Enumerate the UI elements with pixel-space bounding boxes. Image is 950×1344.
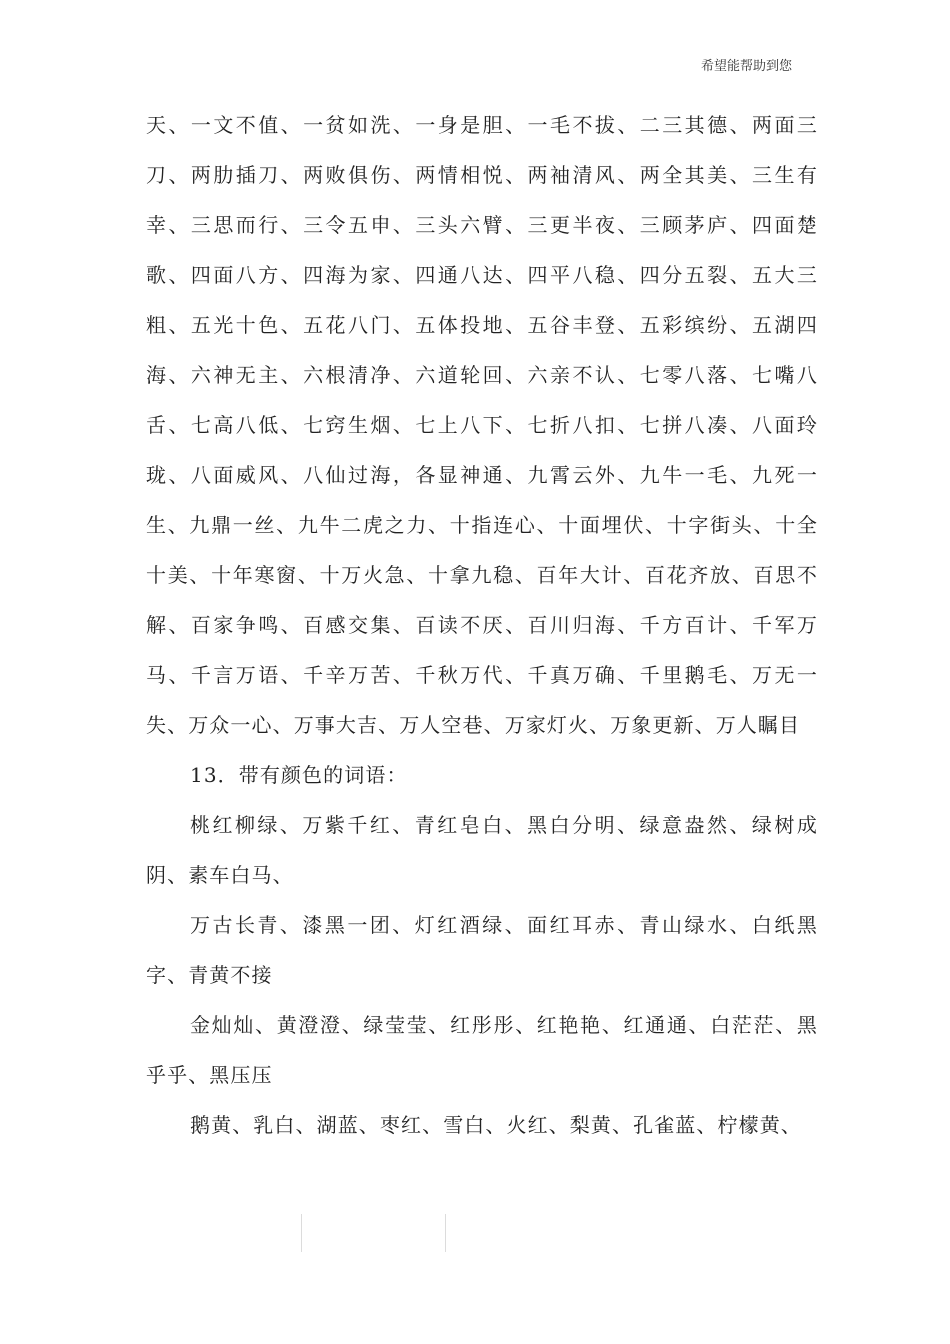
color-words-paragraph-2: 万古长青、漆黑一团、灯红酒绿、面红耳赤、青山绿水、白纸黑字、青黄不接: [146, 913, 818, 987]
footer-divider-right: [445, 1214, 446, 1252]
footer-divider-left: [301, 1214, 302, 1252]
idiom-list-paragraph: 天、一文不值、一贫如洗、一身是胆、一毛不拔、二三其德、两面三刀、两肋插刀、两败俱伤、两情相悦、两袖清风、两全其美、三生有幸、三思而行、三令五申、三头六臂、三更半夜、三顾茅庐、四面楚歌、四面八方、四海为家、四通八达、四平八稳、四分五裂、五大三粗、五光十色、五花八门、五体投地、五谷丰登、五彩缤纷、五湖四海、六神无主、六根清净、六道轮回、六亲不认、七零八落、七嘴八舌、七高八低、七窍生烟、七上八下、七折八扣、七拼八凑、八面玲珑、八面威风、八仙过海，各显神通、九霄云外、九牛一毛、九死一生、九鼎一丝、九牛二虎之力、十指连心、十面埋伏、十字街头、十全十美、十年寒窗、十万火急、十拿九稳、百年大计、百花齐放、百思不解、百家争鸣、百感交集、百读不厌、百川归海、千方百计、千军万马、千言万语、千辛万苦、千秋万代、千真万确、千里鹅毛、万无一失、万众一心、万事大吉、万人空巷、万家灯火、万象更新、万人瞩目: [146, 113, 818, 737]
color-words-paragraph-3: 金灿灿、黄澄澄、绿莹莹、红彤彤、红艳艳、红通通、白茫茫、黑乎乎、黑压压: [146, 1013, 818, 1087]
section-heading-13: 13．带有颜色的词语：: [190, 763, 408, 787]
color-words-paragraph-4: 鹅黄、乳白、湖蓝、枣红、雪白、火红、梨黄、孔雀蓝、柠檬黄、: [190, 1113, 802, 1137]
header-note: 希望能帮助到您: [700, 59, 792, 74]
document-body: [146, 100, 818, 1150]
color-words-paragraph-1: 桃红柳绿、万紫千红、青红皂白、黑白分明、绿意盎然、绿树成阴、素车白马、: [146, 813, 818, 887]
